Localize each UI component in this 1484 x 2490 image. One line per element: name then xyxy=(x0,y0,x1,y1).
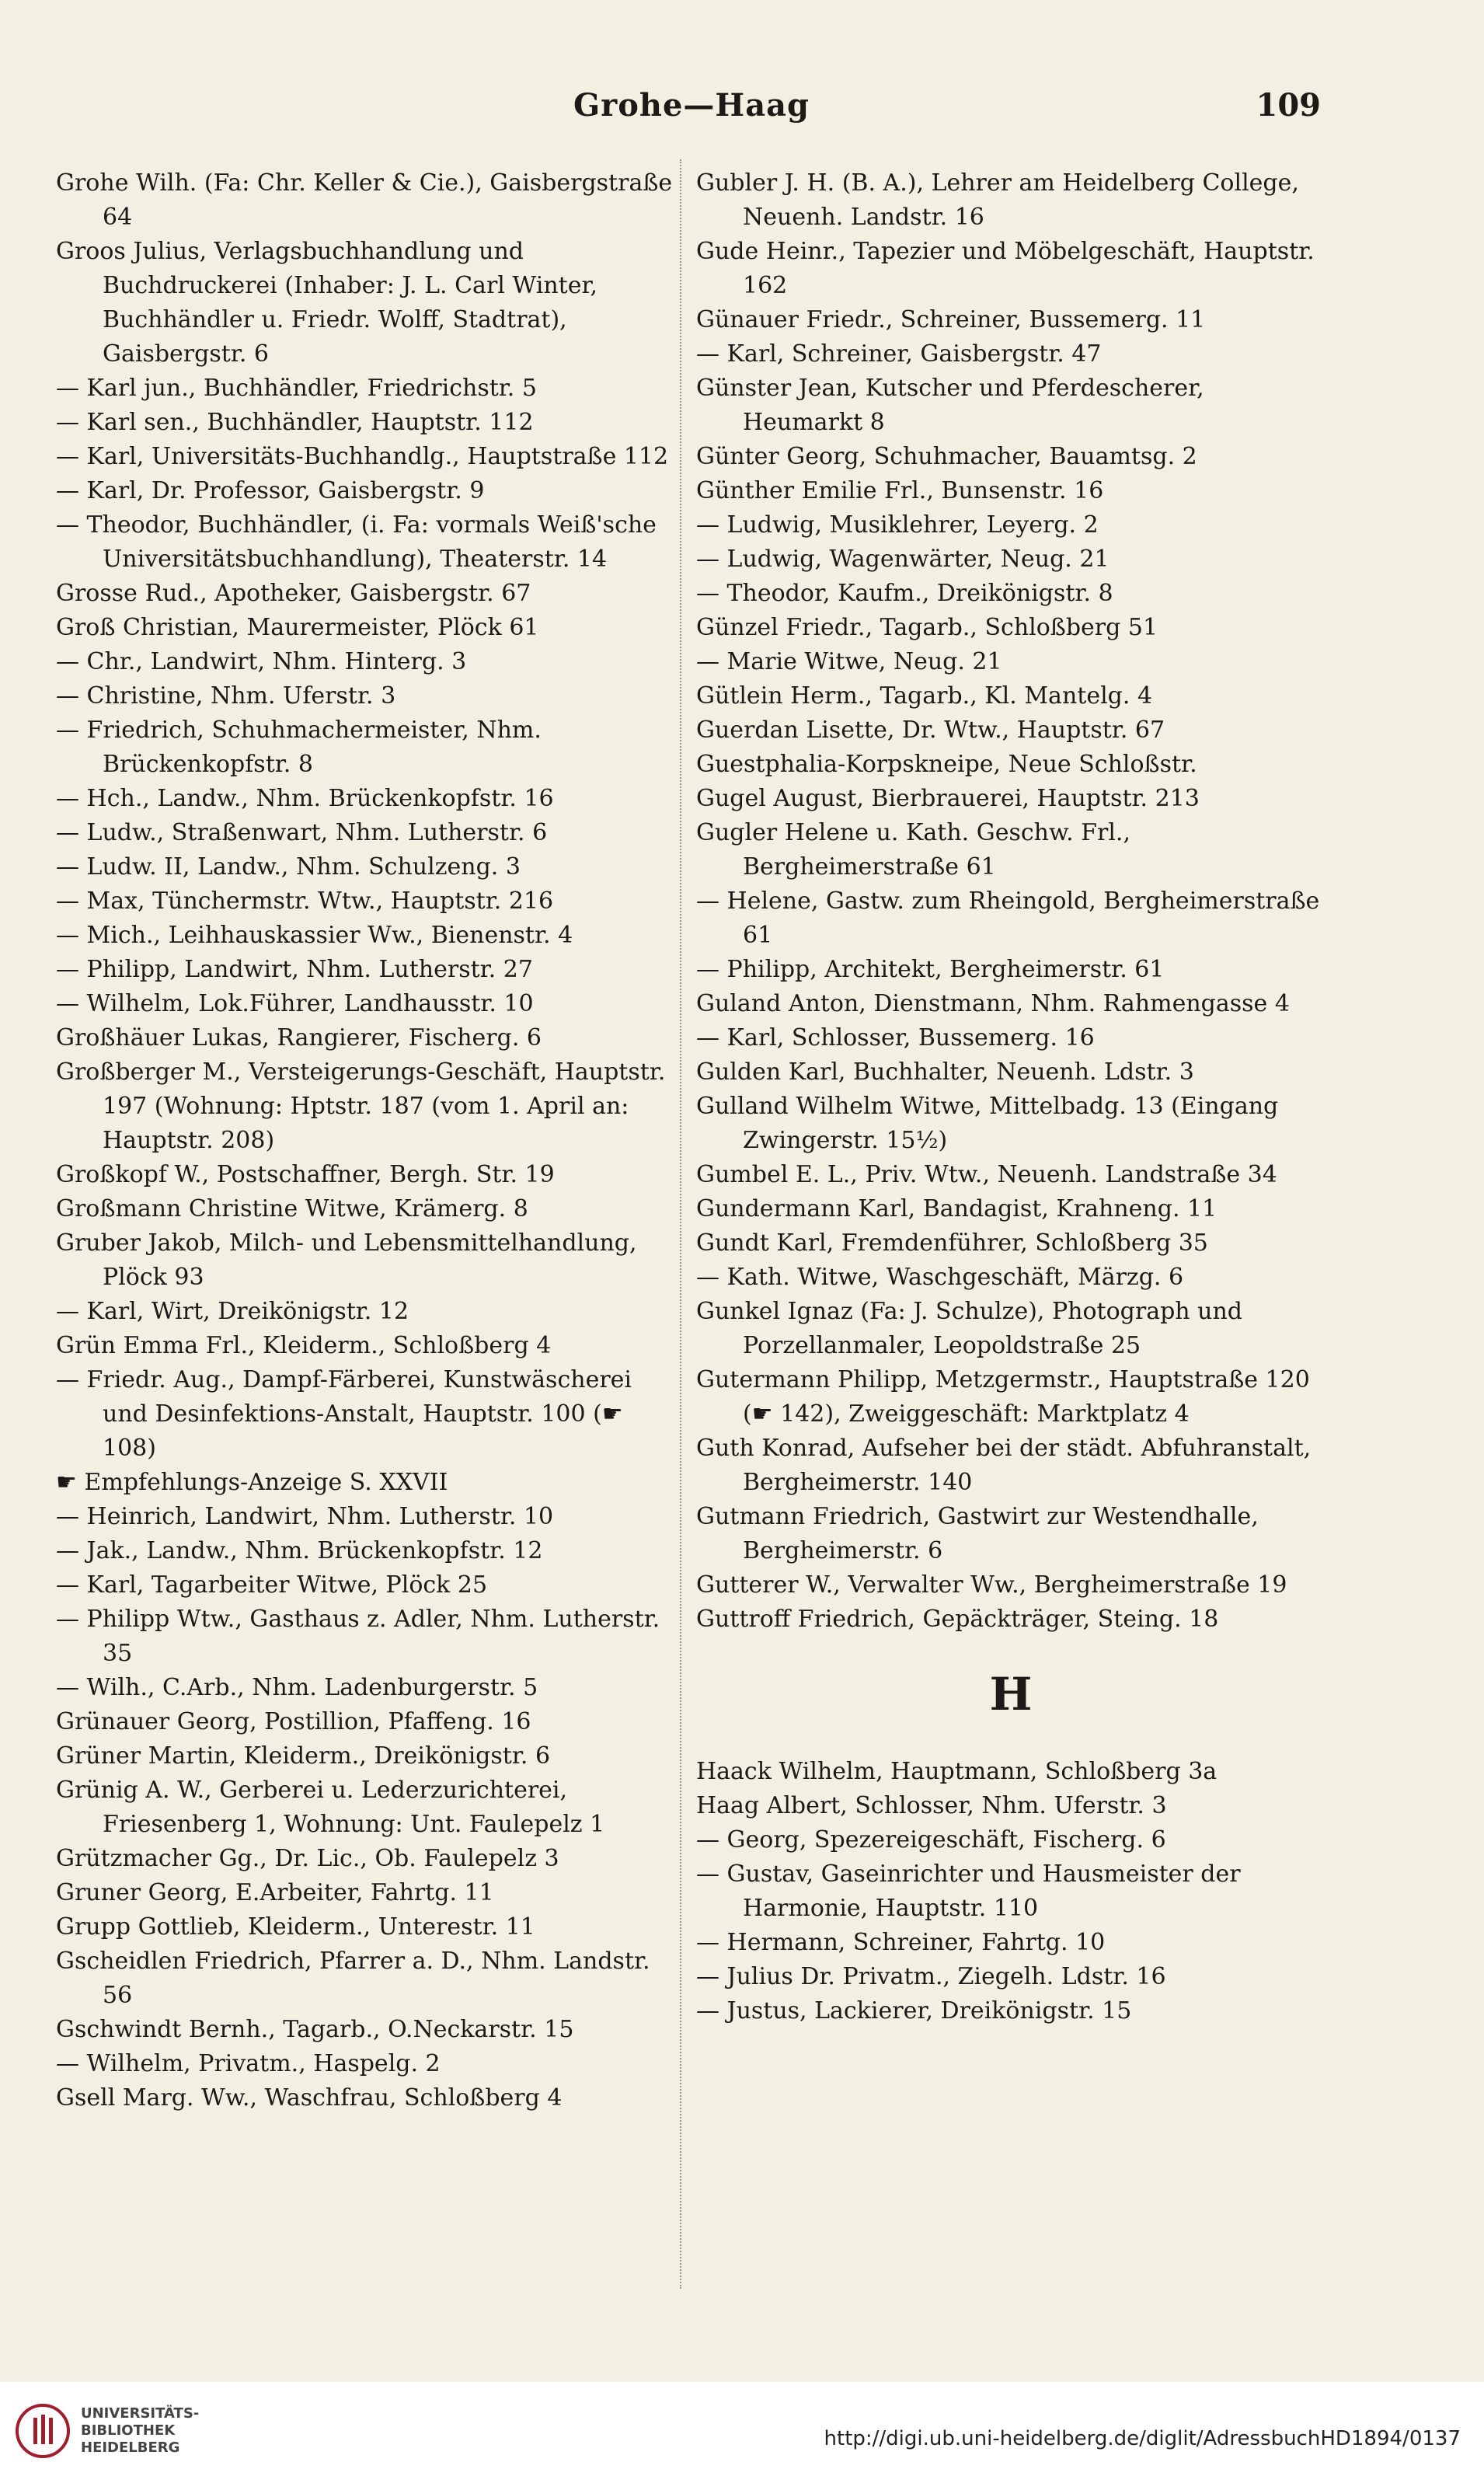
directory-entry: Gumbel E. L., Priv. Wtw., Neuenh. Landstraße 34 xyxy=(696,1161,1277,1188)
directory-entry: Großberger M., Versteigerungs-Geschäft, Hauptstr. 197 (Wohnung: Hptstr. 187 (vom 1. April an: Hauptstr. 208) xyxy=(56,1058,666,1154)
directory-entry: Haag Albert, Schlosser, Nhm. Uferstr. 3 xyxy=(696,1792,1167,1819)
directory-entry: Gunkel Ignaz (Fa: J. Schulze), Photograph und Porzellanmaler, Leopoldstraße 25 xyxy=(696,1298,1243,1359)
directory-entry: Grupp Gottlieb, Kleiderm., Unterestr. 11 xyxy=(56,1913,535,1941)
directory-entry: Grützmacher Gg., Dr. Lic., Ob. Faulepelz 3 xyxy=(56,1845,559,1872)
directory-entry: Gruber Jakob, Milch- und Lebensmittelhandlung, Plöck 93 xyxy=(56,1229,637,1291)
directory-entry: — Karl, Universitäts-Buchhandlg., Hauptstraße 112 xyxy=(56,443,669,470)
directory-entry: Grün Emma Frl., Kleiderm., Schloßberg 4 xyxy=(56,1332,552,1359)
directory-entry: Guland Anton, Dienstmann, Nhm. Rahmengasse 4 xyxy=(696,990,1290,1017)
directory-entry: Gutmann Friedrich, Gastwirt zur Westendhalle, Bergheimerstr. 6 xyxy=(696,1503,1259,1564)
directory-entry: Grüner Martin, Kleiderm., Dreikönigstr. 6 xyxy=(56,1742,551,1770)
directory-entry: — Christine, Nhm. Uferstr. 3 xyxy=(56,682,396,710)
directory-entry: Gschwindt Bernh., Tagarb., O.Neckarstr. 15 xyxy=(56,2016,574,2043)
directory-entry: Gütlein Herm., Tagarb., Kl. Mantelg. 4 xyxy=(696,682,1153,710)
directory-entry: — Philipp, Landwirt, Nhm. Lutherstr. 27 xyxy=(56,956,533,983)
directory-entry: Großkopf W., Postschaffner, Bergh. Str. 19 xyxy=(56,1161,555,1188)
directory-entry: Günauer Friedr., Schreiner, Bussemerg. 11 xyxy=(696,306,1206,333)
directory-entry: Gugel August, Bierbrauerei, Hauptstr. 213 xyxy=(696,785,1200,812)
directory-entry: — Karl jun., Buchhändler, Friedrichstr. 5 xyxy=(56,375,537,402)
library-name: UNIVERSITÄTS- BIBLIOTHEK HEIDELBERG xyxy=(81,2405,200,2456)
directory-entry: Grohe Wilh. (Fa: Chr. Keller & Cie.), Gaisbergstraße 64 xyxy=(56,169,673,231)
directory-entry: Günter Georg, Schuhmacher, Bauamtsg. 2 xyxy=(696,443,1197,470)
source-url[interactable]: http://digi.ub.uni-heidelberg.de/diglit/AdressbuchHD1894/0137 xyxy=(824,2427,1461,2450)
directory-entry: — Helene, Gastw. zum Rheingold, Bergheimerstraße 61 xyxy=(696,888,1320,949)
directory-entry: — Kath. Witwe, Waschgeschäft, Märzg. 6 xyxy=(696,1264,1184,1291)
directory-entry: — Wilhelm, Privatm., Haspelg. 2 xyxy=(56,2050,441,2077)
directory-entry: Gsell Marg. Ww., Waschfrau, Schloßberg 4 xyxy=(56,2084,563,2112)
directory-entry: — Ludwig, Musiklehrer, Leyerg. 2 xyxy=(696,511,1099,539)
directory-entry: — Wilh., C.Arb., Nhm. Ladenburgerstr. 5 xyxy=(56,1674,538,1701)
directory-entry: Gude Heinr., Tapezier und Möbelgeschäft, Hauptstr. 162 xyxy=(696,238,1315,299)
directory-entry: — Heinrich, Landwirt, Nhm. Lutherstr. 10 xyxy=(56,1503,554,1530)
directory-entry: — Theodor, Kaufm., Dreikönigstr. 8 xyxy=(696,580,1113,607)
directory-entry: Guttroff Friedrich, Gepäckträger, Steing. 18 xyxy=(696,1606,1219,1633)
directory-entry: ☛ Empfehlungs-Anzeige S. XXVII xyxy=(56,1469,448,1496)
directory-entry: — Marie Witwe, Neug. 21 xyxy=(696,648,1002,675)
directory-entry: Gugler Helene u. Kath. Geschw. Frl., Bergheimerstraße 61 xyxy=(696,819,1130,881)
directory-entry: Gundermann Karl, Bandagist, Krahneng. 11 xyxy=(696,1195,1218,1222)
directory-entry: — Philipp Wtw., Gasthaus z. Adler, Nhm. Lutherstr. 35 xyxy=(56,1606,660,1667)
directory-entry: Günther Emilie Frl., Bunsenstr. 16 xyxy=(696,477,1104,504)
footer xyxy=(0,2382,1484,2490)
directory-entry: — Philipp, Architekt, Bergheimerstr. 61 xyxy=(696,956,1165,983)
directory-entry: Guerdan Lisette, Dr. Wtw., Hauptstr. 67 xyxy=(696,717,1165,744)
directory-entry: Grünauer Georg, Postillion, Pfaffeng. 16 xyxy=(56,1708,531,1735)
left-column xyxy=(56,166,678,2115)
directory-entry: Gutermann Philipp, Metzgermstr., Hauptstraße 120 (☛ 142), Zweiggeschäft: Marktplatz 4 xyxy=(696,1366,1310,1428)
directory-entry: Großmann Christine Witwe, Krämerg. 8 xyxy=(56,1195,528,1222)
directory-entry: Gutterer W., Verwalter Ww., Bergheimerstraße 19 xyxy=(696,1571,1287,1599)
directory-entry: Gscheidlen Friedrich, Pfarrer a. D., Nhm. Landstr. 56 xyxy=(56,1948,650,2009)
directory-entry: — Gustav, Gaseinrichter und Hausmeister der Harmonie, Hauptstr. 110 xyxy=(696,1861,1241,1922)
directory-entry: — Hch., Landw., Nhm. Brückenkopfstr. 16 xyxy=(56,785,554,812)
directory-entry: — Karl, Wirt, Dreikönigstr. 12 xyxy=(56,1298,409,1325)
directory-entry: Günzel Friedr., Tagarb., Schloßberg 51 xyxy=(696,614,1158,641)
directory-entry: — Jak., Landw., Nhm. Brückenkopfstr. 12 xyxy=(56,1537,543,1564)
column-divider xyxy=(680,159,681,2289)
directory-entry: — Mich., Leihhauskassier Ww., Bienenstr. 4 xyxy=(56,922,573,949)
directory-entry: — Ludwig, Wagenwärter, Neug. 21 xyxy=(696,546,1110,573)
directory-entry: — Chr., Landwirt, Nhm. Hinterg. 3 xyxy=(56,648,467,675)
directory-entry: Grosse Rud., Apotheker, Gaisbergstr. 67 xyxy=(56,580,531,607)
directory-entry: — Friedr. Aug., Dampf-Färberei, Kunstwäscherei und Desinfektions-Anstalt, Hauptstr. 100 (☛ 108) xyxy=(56,1366,632,1462)
page-number: 109 xyxy=(1256,87,1321,124)
directory-entry: — Wilhelm, Lok.Führer, Landhausstr. 10 xyxy=(56,990,534,1017)
directory-entry: — Karl, Dr. Professor, Gaisbergstr. 9 xyxy=(56,477,485,504)
directory-entry: Haack Wilhelm, Hauptmann, Schloßberg 3a xyxy=(696,1758,1218,1785)
directory-entry: — Julius Dr. Privatm., Ziegelh. Ldstr. 16 xyxy=(696,1963,1166,1990)
directory-entry: — Ludw., Straßenwart, Nhm. Lutherstr. 6 xyxy=(56,819,548,846)
right-column xyxy=(696,166,1325,2028)
directory-entry: Groß Christian, Maurermeister, Plöck 61 xyxy=(56,614,539,641)
directory-entry: Gundt Karl, Fremdenführer, Schloßberg 35 xyxy=(696,1229,1208,1257)
directory-entry: — Justus, Lackierer, Dreikönigstr. 15 xyxy=(696,1997,1132,2024)
directory-entry: Gruner Georg, E.Arbeiter, Fahrtg. 11 xyxy=(56,1879,494,1906)
page-header xyxy=(62,87,1321,134)
directory-entry: — Theodor, Buchhändler, (i. Fa: vormals Weiß'sche Universitätsbuchhandlung), Theaterstr. 14 xyxy=(56,511,657,573)
section-letter: H xyxy=(989,1668,1033,1721)
directory-entry: — Ludw. II, Landw., Nhm. Schulzeng. 3 xyxy=(56,853,521,881)
directory-entry: Gulden Karl, Buchhalter, Neuenh. Ldstr. 3 xyxy=(696,1058,1194,1086)
directory-entry: Gulland Wilhelm Witwe, Mittelbadg. 13 (Eingang Zwingerstr. 15½) xyxy=(696,1093,1279,1154)
directory-entry: — Karl, Schreiner, Gaisbergstr. 47 xyxy=(696,340,1102,368)
directory-entry: — Karl, Tagarbeiter Witwe, Plöck 25 xyxy=(56,1571,488,1599)
page-title: Grohe—Haag xyxy=(573,87,810,124)
directory-entry: — Karl sen., Buchhändler, Hauptstr. 112 xyxy=(56,409,534,436)
directory-entry: Gubler J. H. (B. A.), Lehrer am Heidelberg College, Neuenh. Landstr. 16 xyxy=(696,169,1299,231)
directory-entry: — Georg, Spezereigeschäft, Fischerg. 6 xyxy=(696,1826,1166,1854)
directory-entry: — Max, Tünchermstr. Wtw., Hauptstr. 216 xyxy=(56,888,554,915)
directory-entry: Grünig A. W., Gerberei u. Lederzurichterei, Friesenberg 1, Wohnung: Unt. Faulepelz 1 xyxy=(56,1777,605,1838)
directory-entry: — Karl, Schlosser, Bussemerg. 16 xyxy=(696,1024,1095,1051)
library-logo-icon xyxy=(14,2402,71,2460)
directory-entry: Guestphalia-Korpskneipe, Neue Schloßstr. xyxy=(696,751,1197,778)
directory-entry: — Hermann, Schreiner, Fahrtg. 10 xyxy=(696,1929,1106,1956)
directory-entry: — Friedrich, Schuhmachermeister, Nhm. Brückenkopfstr. 8 xyxy=(56,717,542,778)
directory-entry: Günster Jean, Kutscher und Pferdescherer, Heumarkt 8 xyxy=(696,375,1204,436)
right-column-h-entries xyxy=(696,1755,1325,2028)
directory-entry: Guth Konrad, Aufseher bei der städt. Abfuhranstalt, Bergheimerstr. 140 xyxy=(696,1435,1312,1496)
directory-entry: Groos Julius, Verlagsbuchhandlung und Buchdruckerei (Inhaber: J. L. Carl Winter, Buchhändler u. Friedr. Wolff, Stadtrat), Gaisbergstr. 6 xyxy=(56,238,598,368)
right-column-g-entries xyxy=(696,166,1325,1637)
directory-entry: Großhäuer Lukas, Rangierer, Fischerg. 6 xyxy=(56,1024,542,1051)
